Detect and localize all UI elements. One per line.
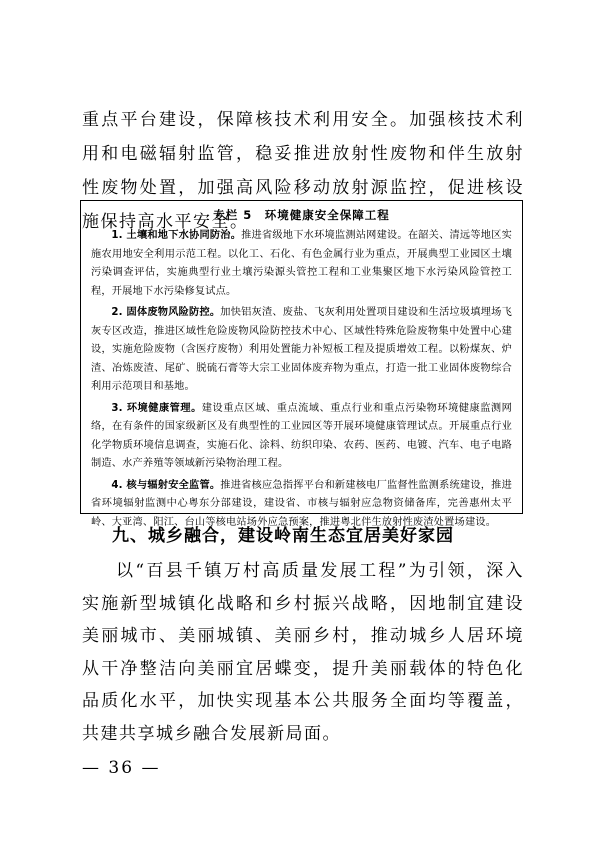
- column-box-title: 专栏 5 环境健康安全保障工程: [213, 208, 390, 222]
- column-item-2-lead: 2. 固体废物风险防控。: [111, 307, 221, 318]
- column-item-1-lead: 1. 土壤和地下水协同防治。: [111, 230, 242, 241]
- section-paragraph: 以“百县千镇万村高质量发展工程”为引领，深入实施新型城镇化战略和乡村振兴战略，因地制宜建设美丽城市、美丽城镇、美丽乡村，推动城乡人居环境从干净整洁向美丽宜居蝶变，提升美丽载体的特色化品质化水平，加快实现基本公共服务全面均等覆盖，共建共享城乡融合发展新局面。: [82, 561, 524, 744]
- column-item-3-text: 建设重点区域、重点流域、重点行业和重点污染物环境健康监测网络，在有条件的国家级新区及有典型性的工业园区等开展环境健康管理试点。开展重点行业化学物质环境信息调查，实施石化、涂料、纺织印染、农药、医药、电镀、汽车、电子电路制造、水产养殖等领域新污染物治理工程。: [91, 402, 512, 469]
- column-item-3-lead: 3. 环境健康管理。: [111, 402, 202, 414]
- intro-paragraph: 重点平台建设，保障核技术利用安全。加强核技术利用和电磁辐射监管，稳妥推进放射性废物和伴生放射性废物处置，加强高风险移动放射源监控，促进核设施保持高水平安全。: [82, 110, 524, 232]
- column-item-2-text: 加快铝灰渣、废盐、飞灰利用处置项目建设和生活垃圾填埋场飞灰专区改造，推进区域性危险废物风险防控技术中心、区域性特殊危险废物集中处置中心建设，实施危险废物（含医疗废物）利用处置能力补短板工程及提质增效工程。以粉煤灰、炉渣、冶炼废渣、尾矿、脱硫石膏等大宗工业固体废弃物为重点，打造一批工业固体废物综合利用示范项目和基地。: [91, 307, 512, 392]
- page-number: — 36 —: [82, 758, 161, 778]
- column-item-4-text: 推进省核应急指挥平台和新建核电厂监督性监测系统建设，推进省环境辐射监测中心粤东分部建设，建设省、市核与辐射应急物资储备库，完善惠州太平岭、大亚湾、阳江、台山等核电站场外应急预案，推进粤北伴生放射性废渣处置场建设。: [91, 479, 512, 528]
- section-heading: 九、城乡融合，建设岭南生态宜居美好家园: [112, 526, 454, 546]
- column-item-4-lead: 4. 核与辐射安全监管。: [111, 479, 221, 491]
- column-item-1: [91, 227, 512, 301]
- column-item-1-text: 推进省级地下水环境监测站网建设。在韶关、清远等地区实施农用地安全利用示范工程。以化工、石化、有色金属行业为重点，开展典型工业园区土壤污染调查评估，实施典型行业土壤污染源头管控工程和工业集聚区地下水污染风险管控工程，开展地下水污染修复试点。: [91, 230, 512, 297]
- column-item-2: [91, 304, 512, 397]
- column-box: [80, 200, 523, 528]
- column-item-3: [91, 400, 512, 474]
